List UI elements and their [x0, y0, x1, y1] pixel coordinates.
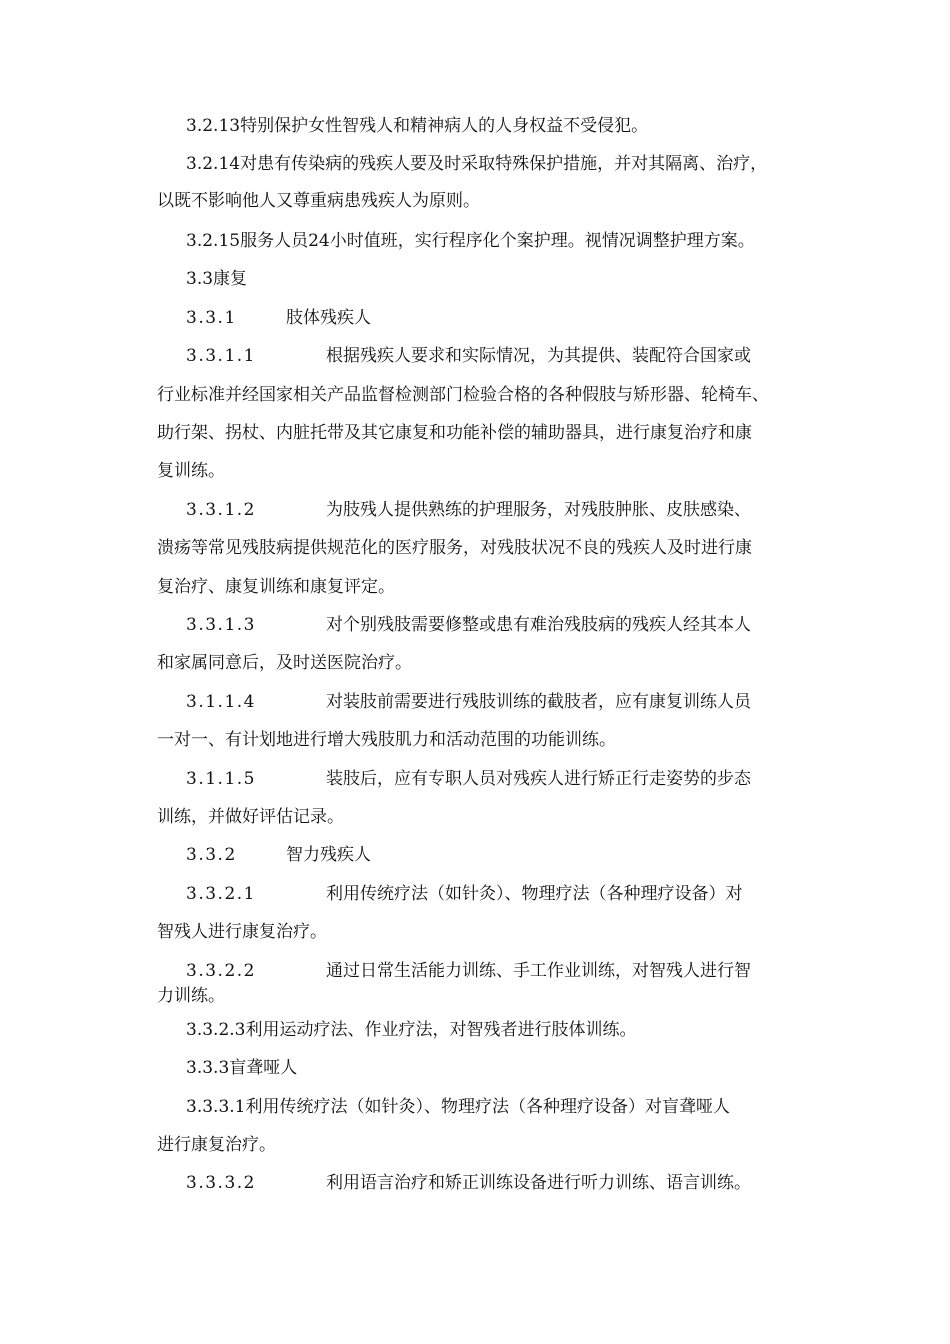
clause-3-3-3-2	[186, 1170, 797, 1196]
clause-3-3-1-3-line-2	[157, 650, 797, 676]
clause-number: 3.3.3.2	[186, 1173, 256, 1193]
paragraph-3-2-14-line-2	[157, 188, 797, 214]
paragraph-text: 复治疗、康复训练和康复评定。	[157, 577, 395, 597]
section-heading-3-3	[186, 266, 797, 292]
clause-number: 3.3.1.2	[186, 500, 256, 520]
heading-text: 3.3康复	[186, 269, 248, 289]
clause-number: 3.3.1.3	[186, 615, 256, 635]
clause-3-3-1-1-line-1	[186, 343, 797, 369]
paragraph-text: 利用语言治疗和矫正训练设备进行听力训练、语言训练。	[326, 1173, 751, 1193]
paragraph-3-2-14-line-1	[186, 151, 797, 177]
clause-3-3-3-1-line-2	[157, 1132, 797, 1158]
paragraph-text: 通过日常生活能力训练、手工作业训练，对智残人进行智	[326, 961, 751, 981]
clause-3-3-2-2-line-1	[186, 958, 797, 984]
section-heading-3-3-1	[186, 305, 797, 331]
clause-3-3-1-2-line-1	[186, 497, 797, 523]
paragraph-text: 和家属同意后，及时送医院治疗。	[157, 653, 412, 673]
paragraph-text: 复训练。	[157, 461, 225, 481]
paragraph-text: 一对一、有计划地进行增大残肢肌力和活动范围的功能训练。	[157, 730, 616, 750]
paragraph-text: 以既不影响他人又尊重病患残疾人为原则。	[157, 191, 480, 211]
clause-number: 3.1.1.5	[186, 769, 256, 789]
paragraph-text: 溃疡等常见残肢病提供规范化的医疗服务，对残肢状况不良的残疾人及时进行康	[157, 538, 752, 558]
clause-number: 3.3.1.1	[186, 346, 256, 366]
clause-3-1-1-4-line-2	[157, 727, 797, 753]
paragraph-text: 行业标准并经国家相关产品监督检测部门检验合格的各种假肢与矫形器、轮椅车、	[157, 385, 769, 405]
paragraph-3-2-15	[186, 228, 797, 254]
paragraph-text: 进行康复治疗。	[157, 1135, 276, 1155]
clause-3-3-2-1-line-2	[157, 919, 797, 945]
paragraph-text: 3.2.13特别保护女性智残人和精神病人的人身权益不受侵犯。	[186, 116, 649, 136]
clause-3-3-3-1-line-1	[186, 1094, 797, 1120]
clause-3-3-2-2-line-2	[157, 983, 797, 1009]
paragraph-text: 力训练。	[157, 986, 225, 1006]
paragraph-text: 助行架、拐杖、内脏托带及其它康复和功能补偿的辅助器具，进行康复治疗和康	[157, 423, 752, 443]
clause-3-1-1-4-line-1	[186, 689, 797, 715]
clause-3-3-1-2-line-2	[157, 535, 797, 561]
paragraph-text: 智残人进行康复治疗。	[157, 922, 327, 942]
heading-text: 智力残疾人	[286, 845, 371, 865]
paragraph-text: 根据残疾人要求和实际情况，为其提供、装配符合国家或	[326, 346, 751, 366]
clause-number: 3.3.2.1	[186, 884, 256, 904]
clause-3-3-1-1-line-4	[157, 458, 797, 484]
paragraph-text: 3.2.14对患有传染病的残疾人要及时采取特殊保护措施，并对其隔离、治疗，	[186, 154, 768, 174]
clause-3-3-1-1-line-2	[157, 382, 797, 408]
heading-text: 肢体残疾人	[286, 308, 371, 328]
clause-3-3-1-3-line-1	[186, 612, 797, 638]
paragraph-text: 3.2.15服务人员24小时值班，实行程序化个案护理。视情况调整护理方案。	[186, 231, 755, 251]
paragraph-text: 装肢后，应有专职人员对残疾人进行矫正行走姿势的步态	[326, 769, 751, 789]
clause-3-1-1-5-line-2	[157, 804, 797, 830]
section-number: 3.3.1	[186, 308, 237, 328]
section-number: 3.3.2	[186, 845, 237, 865]
clause-3-3-1-2-line-3	[157, 574, 797, 600]
paragraph-text: 3.3.3.1利用传统疗法（如针灸）、物理疗法（各种理疗设备）对盲聋哑人	[186, 1097, 730, 1117]
paragraph-text: 对个别残肢需要修整或患有难治残肢病的残疾人经其本人	[326, 615, 751, 635]
clause-number: 3.3.2.2	[186, 961, 256, 981]
section-heading-3-3-3	[186, 1055, 797, 1081]
clause-number: 3.1.1.4	[186, 692, 256, 712]
clause-3-1-1-5-line-1	[186, 766, 797, 792]
paragraph-text: 利用传统疗法（如针灸）、物理疗法（各种理疗设备）对	[326, 884, 743, 904]
paragraph-text: 对装肢前需要进行残肢训练的截肢者，应有康复训练人员	[326, 692, 751, 712]
clause-3-3-2-3	[186, 1017, 797, 1043]
paragraph-text: 训练，并做好评估记录。	[157, 807, 344, 827]
section-heading-3-3-2	[186, 842, 797, 868]
paragraph-3-2-13	[186, 113, 797, 139]
paragraph-text: 为肢残人提供熟练的护理服务，对残肢肿胀、皮肤感染、	[326, 500, 751, 520]
clause-3-3-1-1-line-3	[157, 420, 797, 446]
clause-3-3-2-1-line-1	[186, 881, 797, 907]
heading-text: 3.3.3盲聋哑人	[186, 1058, 298, 1078]
paragraph-text: 3.3.2.3利用运动疗法、作业疗法，对智残者进行肢体训练。	[186, 1020, 637, 1040]
